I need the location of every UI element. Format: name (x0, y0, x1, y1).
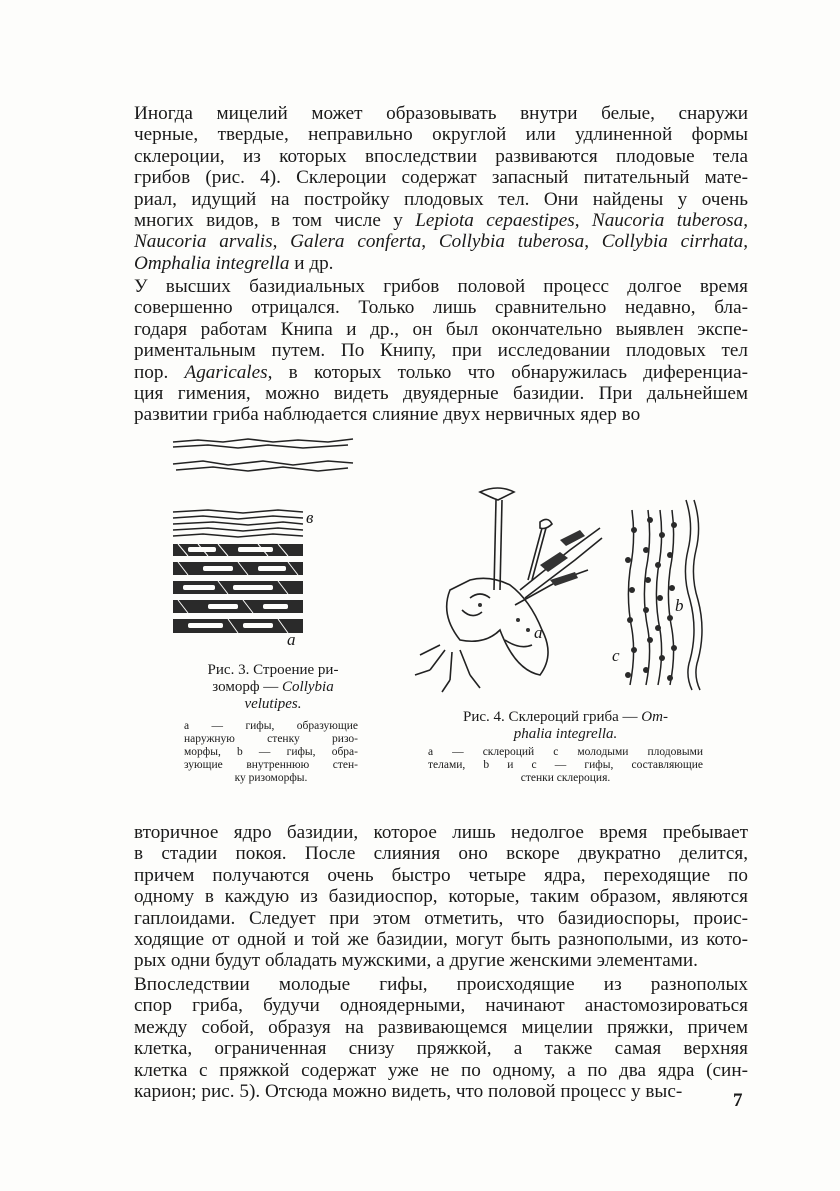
figure-4-sclerotium-drawing (410, 480, 710, 705)
paragraph-basidium-nucleus-line: причем получаются очень быстро четыре ядра, переходящие по (134, 864, 748, 886)
paragraph-sclerotia-line: многих видов, в том числе у Lepiota cepaestipes, Naucoria tuberosa, (134, 210, 749, 232)
paragraph-basidium-nucleus (134, 822, 748, 972)
figure-4-legend (428, 746, 703, 785)
figure-3-caption-line: зоморф — Collybia (212, 679, 334, 695)
figure-4-caption-line: Рис. 4. Склероций гриба — Om- (463, 709, 668, 725)
paragraph-sclerotia-line: Omphalia integrella и др. (134, 252, 334, 274)
figure-3-legend-line: ку ризоморфы. (234, 772, 308, 784)
page-number: 7 (733, 1090, 743, 1111)
paragraph-clamp-connections-line: карион; рис. 5). Отсюда можно видеть, что половой процесс у выс- (134, 1081, 683, 1103)
figure-3-legend-line: морфы, b — гифы, обра- (184, 746, 358, 758)
paragraph-clamp-connections-line: между собой, образуя на развивающемся мицелии пряжки, причем (134, 1016, 748, 1038)
paragraph-basidium-nucleus-line: рых одни будут обладать мужскими, а другие женскими элементами. (134, 950, 698, 972)
paragraph-sexual-process-line: совершенно отрицался. Только лишь сравнительно недавно, бла- (134, 297, 748, 319)
paragraph-sexual-process-line: риментальным путем. По Книпу, при исследовании плодовых тел (134, 340, 748, 362)
paragraph-sexual-process-line: пор. Agaricales, в которых только что обнаружилась диференциа- (134, 361, 748, 383)
paragraph-sclerotia (134, 103, 748, 274)
paragraph-sclerotia-line: Naucoria arvalis, Galera conferta, Collybia tuberosa, Collybia cirrhata, (134, 231, 749, 253)
paragraph-sclerotia-line: риал, идущий на постройку плодовых тел. Они найдены у очень (134, 188, 748, 210)
figure-3-label-b: в (306, 508, 314, 527)
paragraph-basidium-nucleus-line: в стадии покоя. После слияния оно вскоре двукратно делится, (134, 843, 748, 865)
paragraph-sclerotia-line: Иногда мицелий может образовывать внутри белые, снаружи (134, 103, 748, 124)
paragraph-sclerotia-line: склероции, из которых впоследствии развиваются плодовые тела (134, 145, 748, 167)
paragraph-sexual-process (134, 276, 748, 426)
paragraph-sexual-process-line: У высших базидиальных грибов половой процесс долгое время (134, 276, 748, 297)
paragraph-sclerotia-line: черные, твердые, неправильно округлой или удлиненной формы (134, 124, 748, 146)
paragraph-basidium-nucleus-line: одному в каждую из базидиоспор, которые, таким образом, являются (134, 886, 748, 908)
figure-3-caption-line: Рис. 3. Строение ри- (207, 662, 339, 678)
figure-3-rhizomorph-drawing (168, 430, 358, 660)
paragraph-clamp-connections-line: Впоследствии молодые гифы, происходящие из разнополых (134, 974, 748, 995)
paragraph-clamp-connections-line: клетка с пряжкой содержат уже не по одному, а по два ядра (син- (134, 1059, 748, 1081)
figure-3-legend (184, 720, 358, 785)
paragraph-clamp-connections-line: спор гриба, будучи одноядерными, начинают анастомозироваться (134, 995, 748, 1017)
paragraph-basidium-nucleus-line: гаплоидами. Следует при этом отметить, что базидиоспоры, проис- (134, 907, 748, 929)
figure-3-legend-line: наружную стенку ризо- (184, 733, 358, 745)
paragraph-sexual-process-line: ция гимения, можно видеть двуядерные базидии. При дальнейшем (134, 383, 748, 405)
figure-4-label-b: b (675, 596, 684, 615)
figure-3-legend-line: зующие внутреннюю стен- (184, 759, 358, 771)
figure-4-label-c: c (612, 646, 620, 665)
figure-4-label-a: а (534, 623, 543, 642)
paragraph-clamp-connections (134, 974, 748, 1102)
figure-4-legend-line: телами, b и c — гифы, составляющие (428, 759, 703, 771)
figure-4-caption (428, 709, 703, 743)
paragraph-sexual-process-line: годаря работам Книпа и др., он был окончательно выявлен экспе- (134, 318, 748, 340)
figure-3-label-a: а (287, 630, 296, 649)
figure-4-legend-line: стенки склероция. (520, 772, 611, 784)
paragraph-basidium-nucleus-line: вторичное ядро базидии, которое лишь недолгое время пребывает (134, 822, 748, 843)
paragraph-basidium-nucleus-line: ходящие от одной и той же базидии, могут быть разнополыми, из кото- (134, 929, 748, 951)
figure-3-legend-line: а — гифы, образующие (184, 720, 358, 732)
figure-3-caption-line: velutipes. (244, 696, 302, 712)
figure-4-legend-line: а — склероций с молодыми плодовыми (428, 746, 703, 758)
figure-3-caption (183, 662, 363, 713)
paragraph-sexual-process-line: развитии гриба наблюдается слияние двух нервичных ядер во (134, 404, 641, 426)
paragraph-clamp-connections-line: клетка, ограниченная снизу пряжкой, а также самая верхняя (134, 1038, 748, 1060)
paragraph-sclerotia-line: грибов (рис. 4). Склероции содержат запасный питательный мате- (134, 167, 748, 189)
figure-4-caption-line: phalia integrella. (513, 726, 618, 742)
